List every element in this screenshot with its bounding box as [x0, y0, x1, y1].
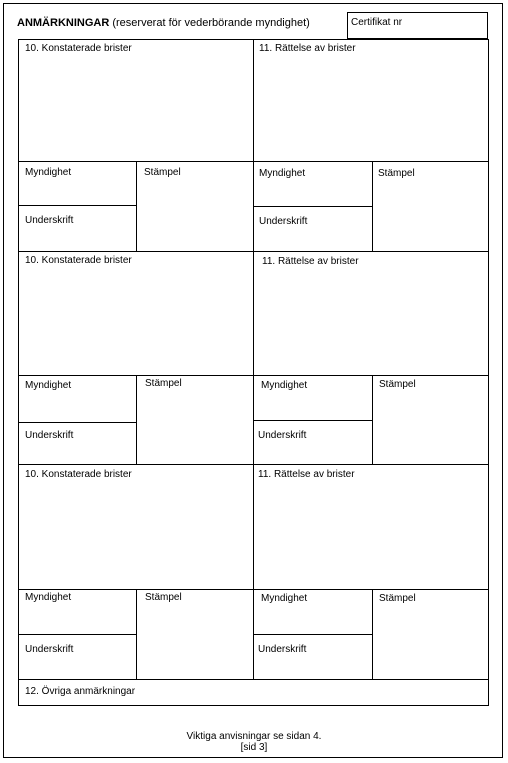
certificate-number-label: Certifikat nr [351, 17, 403, 28]
stamp-field[interactable]: Stämpel [145, 378, 182, 389]
stamp-field[interactable]: Stämpel [379, 593, 416, 604]
section-3-left-stamp-divider [136, 589, 137, 679]
signature-field[interactable]: Underskrift [258, 644, 307, 655]
defects-field[interactable]: 10. Konstaterade brister [25, 469, 132, 480]
correction-field[interactable]: 11. Rättelse av brister [262, 256, 359, 267]
certificate-number-field[interactable] [347, 12, 488, 39]
correction-field[interactable]: 11. Rättelse av brister [258, 469, 355, 480]
stamp-field[interactable]: Stämpel [378, 168, 415, 179]
authority-field[interactable]: Myndighet [25, 167, 72, 178]
section-2-left-stamp-divider [136, 375, 137, 464]
section-3-right-stamp-divider [372, 589, 373, 679]
stamp-field[interactable]: Stämpel [379, 379, 416, 390]
stamp-field[interactable]: Stämpel [145, 592, 182, 603]
signature-field[interactable]: Underskrift [25, 430, 74, 441]
signature-field[interactable]: Underskrift [25, 644, 74, 655]
section-2-divider [19, 375, 488, 376]
correction-field[interactable]: 11. Rättelse av brister [259, 43, 356, 54]
signature-field[interactable]: Underskrift [25, 215, 74, 226]
footer-note: Viktiga anvisningar se sidan 4. [186, 731, 322, 742]
other-remarks-field[interactable]: 12. Övriga anmärkningar [25, 686, 136, 697]
remarks-grid [18, 39, 489, 706]
authority-field[interactable]: Myndighet [259, 168, 306, 179]
stamp-field[interactable]: Stämpel [144, 167, 181, 178]
section-1-divider [19, 161, 488, 162]
form-subtitle: (reserverat för vederbörande myndighet) [112, 17, 310, 29]
section-2-end [19, 464, 488, 465]
section-3-end [19, 679, 488, 680]
section-2-right-sign-divider [253, 420, 372, 421]
form-title: ANMÄRKNINGAR [17, 17, 110, 29]
center-divider [253, 40, 254, 679]
authority-field[interactable]: Myndighet [25, 592, 72, 603]
section-1-left-stamp-divider [136, 161, 137, 251]
section-1-right-stamp-divider [372, 161, 373, 251]
authority-field[interactable]: Myndighet [261, 593, 308, 604]
authority-field[interactable]: Myndighet [261, 380, 308, 391]
page-number: [sid 3] [240, 742, 268, 753]
defects-field[interactable]: 10. Konstaterade brister [25, 255, 132, 266]
authority-field[interactable]: Myndighet [25, 380, 72, 391]
signature-field[interactable]: Underskrift [259, 216, 308, 227]
section-1-left-sign-divider [19, 205, 136, 206]
section-3-left-sign-divider [19, 634, 136, 635]
section-3-right-sign-divider [253, 634, 372, 635]
section-2-right-stamp-divider [372, 375, 373, 464]
defects-field[interactable]: 10. Konstaterade brister [25, 43, 132, 54]
section-1-right-sign-divider [253, 206, 372, 207]
section-1-end [19, 251, 488, 252]
section-3-divider [19, 589, 488, 590]
form-heading [17, 17, 310, 29]
section-2-left-sign-divider [19, 422, 136, 423]
signature-field[interactable]: Underskrift [258, 430, 307, 441]
